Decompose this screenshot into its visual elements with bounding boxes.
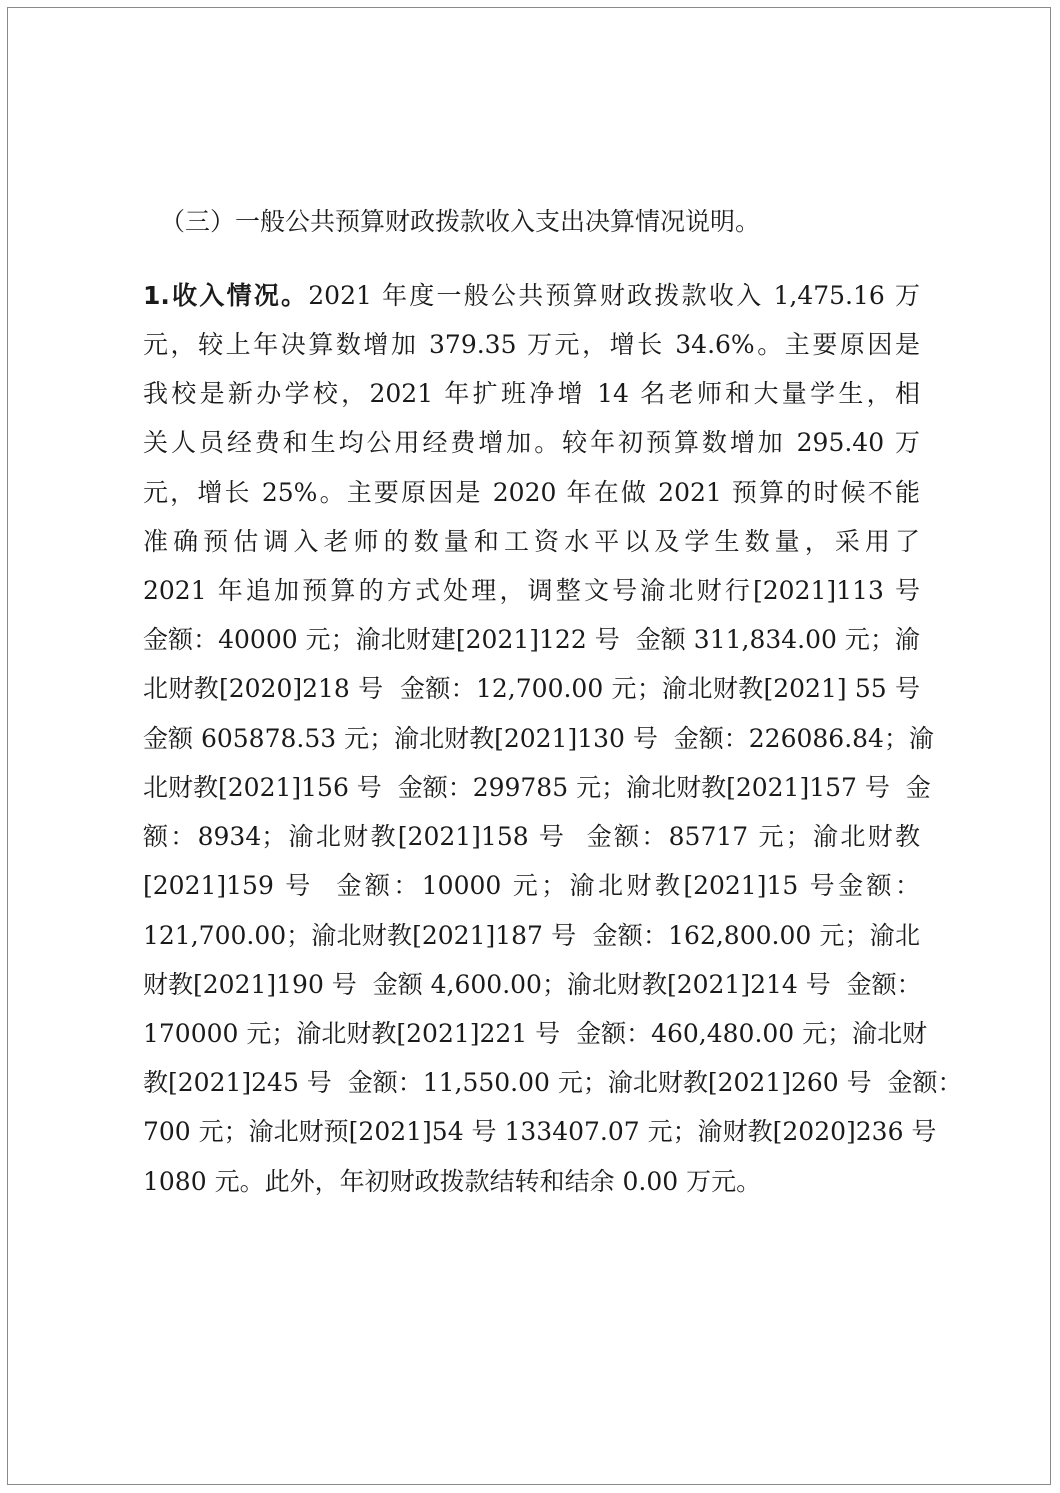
paragraph-line: 元，增长 25%。主要原因是 2020 年在做 2021 预算的时候不能 [143, 478, 920, 507]
paragraph-line [143, 271, 920, 320]
paragraph-line: 我校是新办学校，2021 年扩班净增 14 名老师和大量学生，相 [143, 379, 920, 408]
paragraph-line-text: 2021 年度一般公共预算财政拨款收入 1,475.16 万 [308, 281, 920, 310]
paragraph-line: 财教[2021]190 号 金额 4,600.00；渝北财教[2021]214 号 金额： [143, 970, 922, 999]
paragraph-line: 准确预估调入老师的数量和工资水平以及学生数量，采用了 [143, 527, 920, 556]
paragraph-line: 元，较上年决算数增加 379.35 万元，增长 34.6%。主要原因是 [143, 330, 920, 359]
paragraph-line: 金额 605878.53 元；渝北财教[2021]130 号 金额：226086.84；渝 [143, 724, 934, 753]
paragraph-line: 170000 元；渝北财教[2021]221 号 金额：460,480.00 元；渝北财 [143, 1019, 928, 1048]
paragraph-line: 121,700.00；渝北财教[2021]187 号 金额：162,800.00 元；渝北 [143, 921, 920, 950]
paragraph-line: 教[2021]245 号 金额：11,550.00 元；渝北财教[2021]260 号 金额： [143, 1068, 963, 1097]
paragraph-line: 2021 年追加预算的方式处理，调整文号渝北财行[2021]113 号 [143, 576, 920, 605]
paragraph-line: 北财教[2020]218 号 金额：12,700.00 元；渝北财教[2021] 55 号 [143, 674, 920, 703]
paragraph-line: 金额：40000 元；渝北财建[2021]122 号 金额 311,834.00 元；渝 [143, 625, 920, 654]
paragraph-line: 700 元；渝北财预[2021]54 号 133407.07 元；渝财教[2020]236 号 [143, 1117, 937, 1146]
paragraph-line: 关人员经费和生均公用经费增加。较年初预算数增加 295.40 万 [143, 428, 920, 457]
paragraph-line: 北财教[2021]156 号 金额：299785 元；渝北财教[2021]157 号 金 [143, 773, 931, 802]
paragraph-lead: 1.收入情况。 [143, 281, 309, 310]
paragraph-line: [2021]159 号 金额：10000 元；渝北财教[2021]15 号金额： [143, 871, 920, 900]
section-heading: （三）一般公共预算财政拨款收入支出决算情况说明。 [160, 207, 761, 236]
paragraph-line: 额：8934；渝北财教[2021]158 号 金额：85717 元；渝北财教 [143, 822, 920, 851]
paragraph-line: 1080 元。此外，年初财政拨款结转和结余 0.00 万元。 [143, 1167, 762, 1196]
